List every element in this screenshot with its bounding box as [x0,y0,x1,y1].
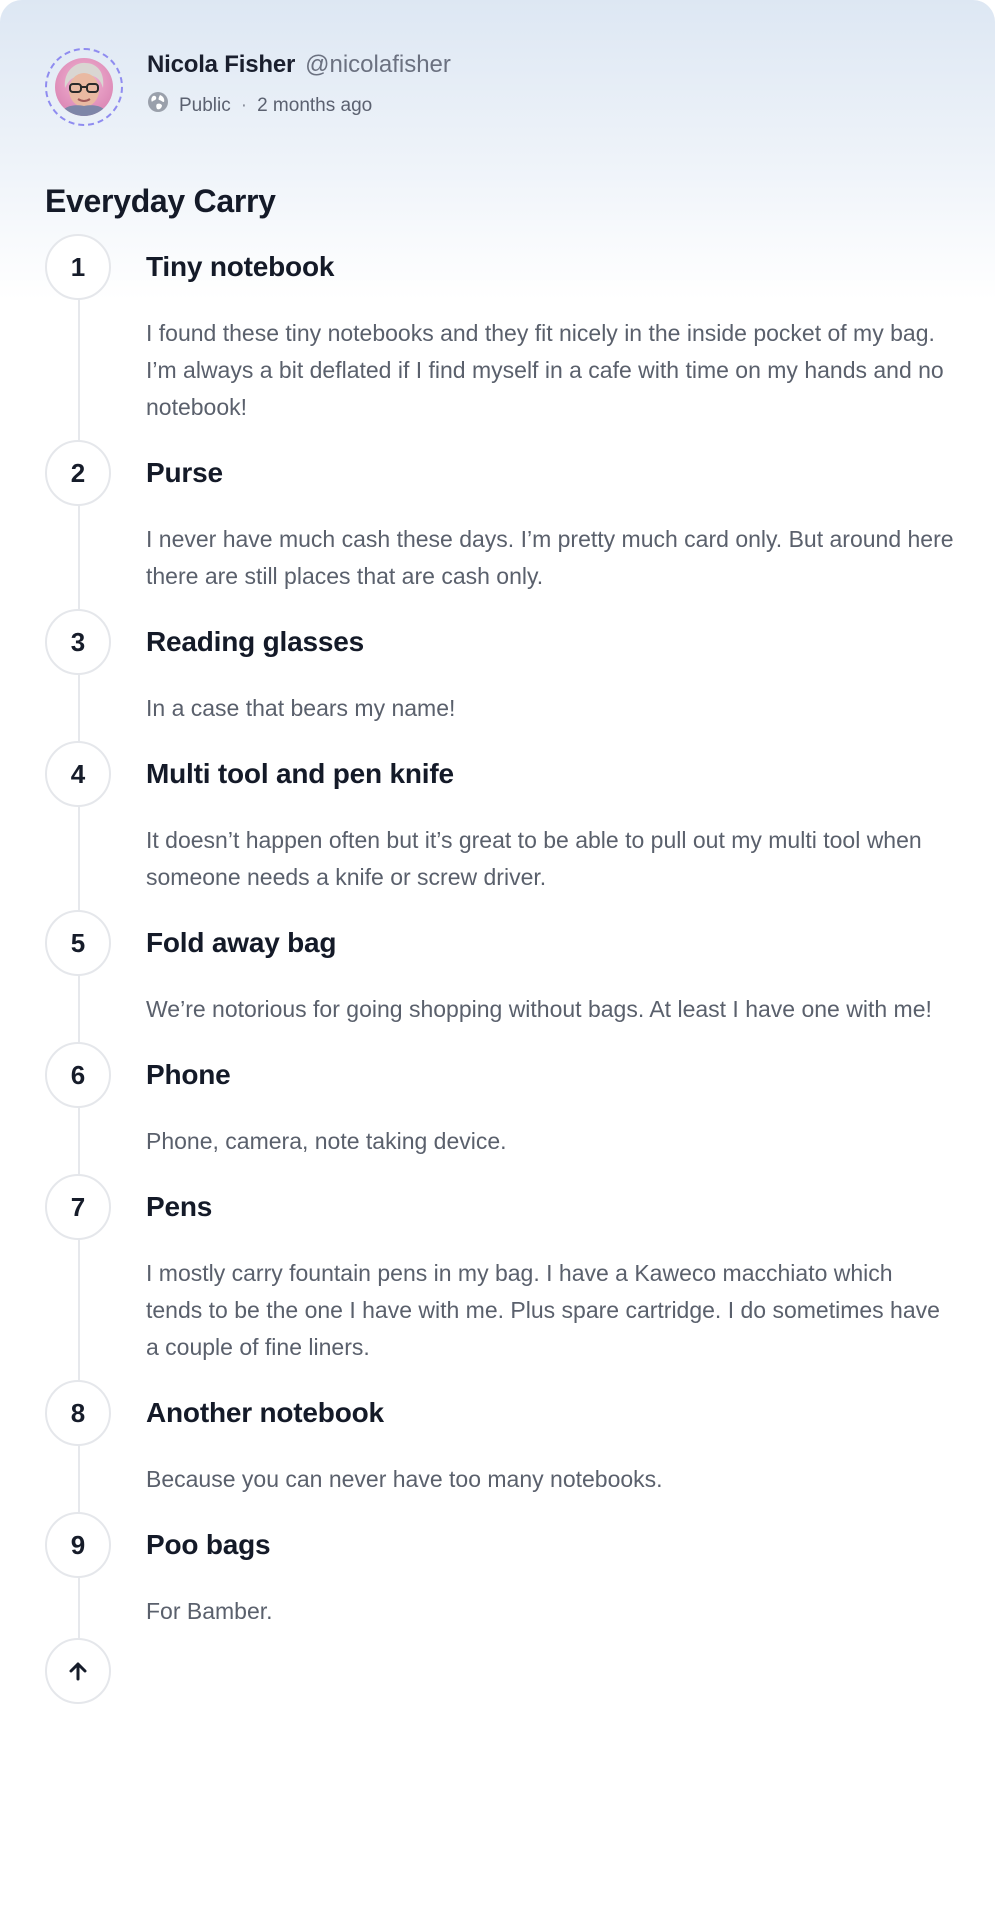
step-title: Poo bags [146,1529,271,1560]
step-title: Reading glasses [146,626,364,657]
post-timestamp[interactable]: 2 months ago [257,95,373,116]
step-number: 2 [45,440,111,506]
step-number: 5 [45,910,111,976]
step-list [45,234,955,1630]
step-description: For Bamber. [146,1598,273,1624]
post-meta [147,94,372,118]
step-title: Phone [146,1059,231,1090]
author-handle[interactable]: @nicolafisher [305,51,451,78]
avatar [55,58,113,116]
timeline-step [45,1380,955,1498]
step-description: Because you can never have too many notebooks. [146,1466,663,1492]
step-title: Another notebook [146,1397,384,1428]
back-to-top-button[interactable] [45,1638,111,1704]
step-description: It doesn’t happen often but it’s great to be able to pull out my multi tool when someone needs a knife or screw driver. [146,827,922,890]
timeline-step [45,1174,955,1366]
step-number: 3 [45,609,111,675]
step-description: I mostly carry fountain pens in my bag. I have a Kaweco macchiato which tends to be the one I have with me. Plus spare cartridge. I do sometimes have a couple of fine liners. [146,1260,940,1360]
timeline-step [45,440,955,595]
timeline-step [45,609,955,727]
step-title: Fold away bag [146,927,337,958]
step-number: 7 [45,1174,111,1240]
timeline [45,234,955,1644]
author-name[interactable]: Nicola Fisher [147,51,296,78]
globe-icon [147,91,169,113]
timeline-step [45,234,955,426]
author-line [147,50,451,80]
step-description: Phone, camera, note taking device. [146,1128,507,1154]
step-number: 6 [45,1042,111,1108]
arrow-up-icon [65,1658,91,1684]
step-title: Multi tool and pen knife [146,758,454,789]
timeline-step [45,1512,955,1630]
step-description: We’re notorious for going shopping without bags. At least I have one with me! [146,996,932,1022]
step-title: Tiny notebook [146,251,335,282]
step-number: 9 [45,1512,111,1578]
post-header [45,48,955,128]
visibility-label: Public [179,95,231,116]
step-number: 4 [45,741,111,807]
step-number: 8 [45,1380,111,1446]
step-description: I found these tiny notebooks and they fit nicely in the inside pocket of my bag. I’m always a bit deflated if I find myself in a cafe with time on my hands and no notebook! [146,320,944,420]
timeline-step [45,741,955,896]
step-description: I never have much cash these days. I’m pretty much card only. But around here there are still places that are cash only. [146,526,954,589]
timeline-step [45,910,955,1028]
step-number: 1 [45,234,111,300]
page-title: Everyday Carry [45,183,276,220]
step-description: In a case that bears my name! [146,695,456,721]
avatar-ring[interactable] [45,48,123,126]
step-title: Purse [146,457,223,488]
step-title: Pens [146,1191,213,1222]
timeline-step [45,1042,955,1160]
meta-separator: · [240,95,248,116]
